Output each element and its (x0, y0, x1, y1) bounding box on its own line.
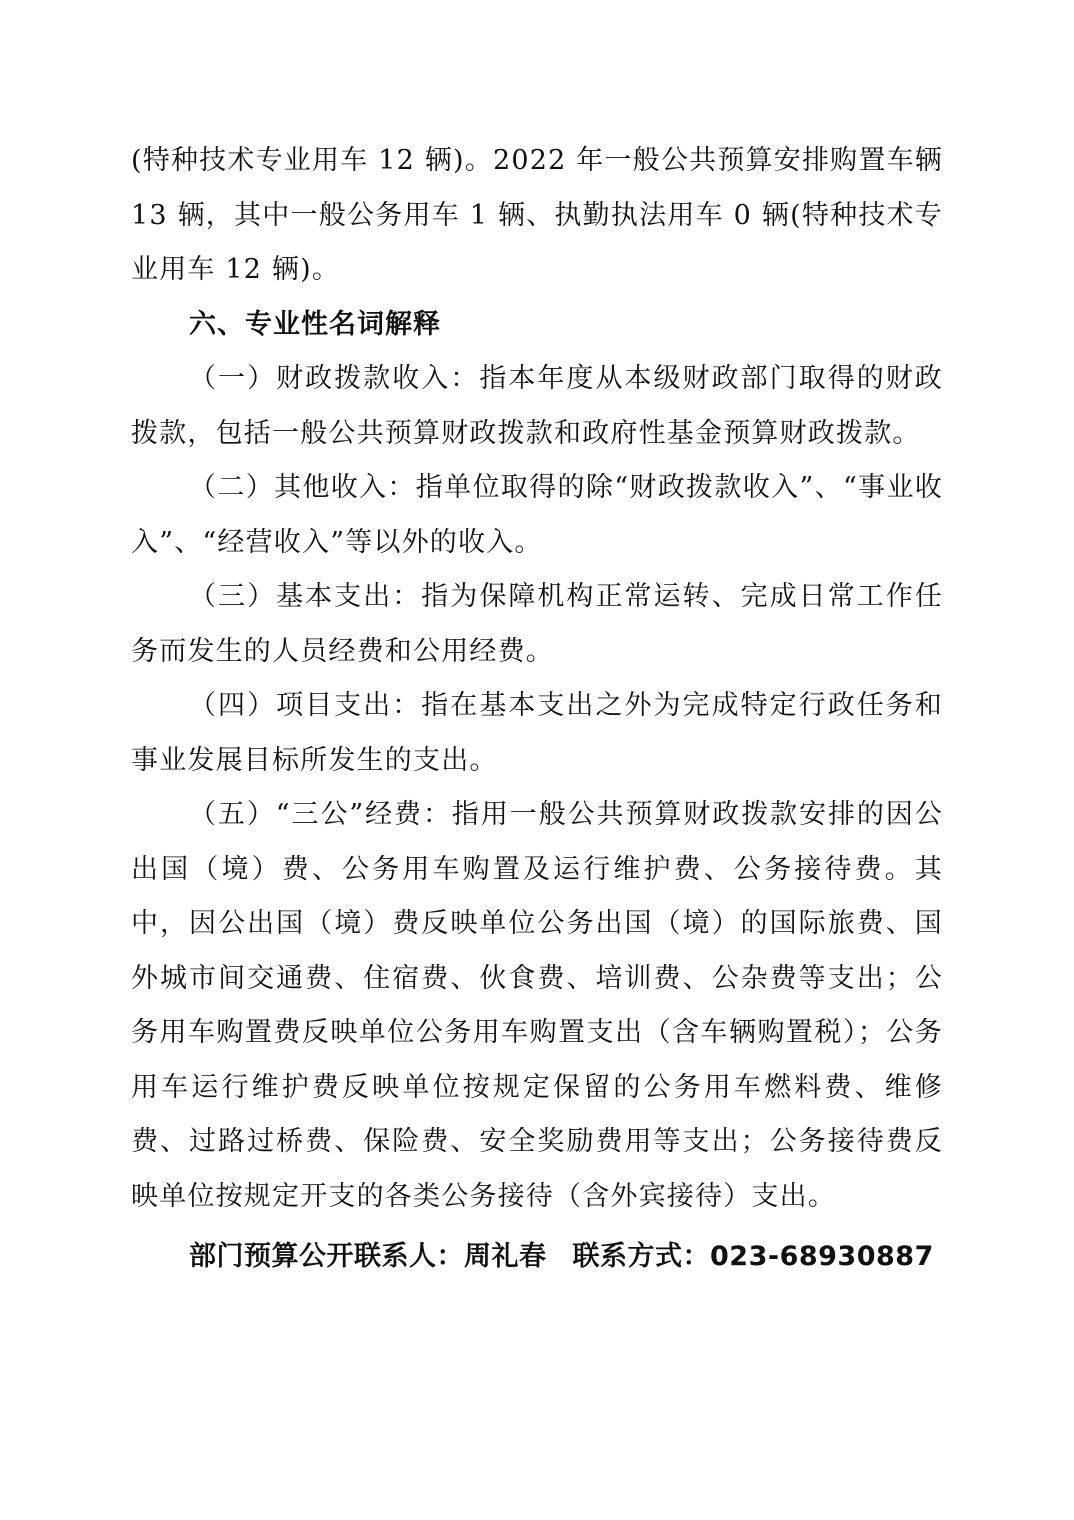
contact-line (131, 1230, 943, 1285)
definition-paragraph: （五）“三公”经费：指用一般公共预算财政拨款安排的因公出国（境）费、公务用车购置及运行维护费、公务接待费。其中，因公出国（境）费反映单位公务出国（境）的国际旅费、国外城市间交通费、住宿费、伙食费、培训费、公杂费等支出；公务用车购置费反映单位公务用车购置支出（含车辆购置税）；公务用车运行维护费反映单位按规定保留的公务用车燃料费、维修费、过路过桥费、保险费、安全奖励费用等支出；公务接待费反映单位按规定开支的各类公务接待（含外宾接待）支出。 (131, 799, 943, 1212)
contact-phone: 联系方式：023-68930887 (572, 1241, 934, 1272)
document-body (131, 134, 943, 1285)
contact-person: 部门预算公开联系人：周礼春 (189, 1241, 547, 1272)
section-heading: 六、专业性名词解释 (189, 308, 441, 340)
carryover-paragraph: (特种技术专业用车 12 辆)。2022 年一般公共预算安排购置车辆 13 辆，其中一般公务用车 1 辆、执勤执法用车 0 辆(特种技术专业用车 12 辆)。 (131, 145, 943, 285)
definition-paragraph: （一）财政拨款收入：指本年度从本级财政部门取得的财政拨款，包括一般公共预算财政拨款和政府性基金预算财政拨款。 (131, 363, 943, 449)
definition-paragraph: （三）基本支出：指为保障机构正常运转、完成日常工作任务而发生的人员经费和公用经费。 (131, 581, 943, 667)
definition-paragraph: （四）项目支出：指在基本支出之外为完成特定行政任务和事业发展目标所发生的支出。 (131, 690, 943, 776)
definition-paragraph: （二）其他收入：指单位取得的除“财政拨款收入”、“事业收入”、“经营收入”等以外的收入。 (131, 472, 943, 558)
